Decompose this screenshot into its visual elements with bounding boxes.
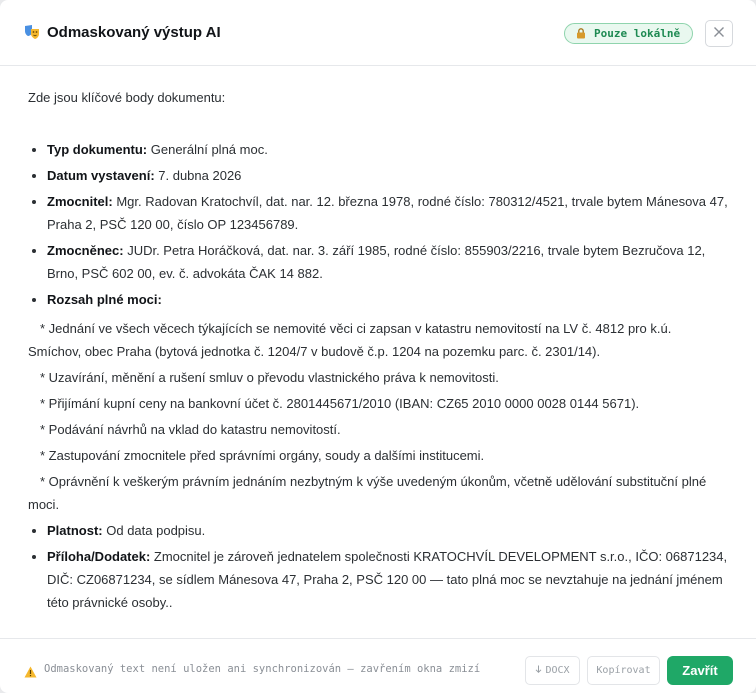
point-text: Zmocnitel je zároveň jednatelem společnosti KRATOCHVÍL DEVELOPMENT s.r.o., IČO: 06871234, DIČ: CZ06871234, se sídlem Mánesova 47, Praha 2, PSČ 120 00 — tato plná moc se nevztahuje na jednání jménem této právnické osoby.. [47, 549, 728, 610]
close-dialog-button[interactable]: Zavřít [667, 656, 733, 685]
modal-header [0, 0, 756, 66]
point-text: 7. dubna 2026 [154, 168, 242, 183]
theater-masks-icon [24, 24, 40, 40]
list-item [28, 190, 728, 236]
list-item [28, 164, 728, 187]
scope-item: * Jednání ve všech věcech týkajících se nemovité věci ci zapsan v katastru nemovitostí na LV č. 4812 pro k.ú. Smíchov, obec Praha (bytová jednotka č. 1204/7 v budově č.p. 1204 na pozemku parc. č. 2301/14). [28, 321, 672, 359]
output-content [28, 66, 728, 638]
point-text: Generální plná moc. [147, 142, 268, 157]
scope-item: * Přijímání kupní ceny na bankovní účet č. 2801445671/2010 (IBAN: CZ65 2010 0000 0028 0144 5671). [40, 396, 640, 411]
list-item [28, 545, 728, 614]
copy-button[interactable]: Kopírovat [587, 656, 660, 685]
list-item [28, 138, 728, 161]
point-label: Typ dokumentu: [47, 142, 148, 157]
list-item [28, 239, 728, 285]
point-text: JUDr. Petra Horáčková, dat. nar. 3. září 1985, rodné číslo: 855903/2216, trvale bytem Bezručova 12, Brno, PSČ 602 00, ev. č. advokáta ČAK 14 882. [47, 243, 706, 281]
key-points-list [28, 138, 728, 617]
scope-list [28, 317, 728, 516]
point-text: Od data podpisu. [102, 523, 206, 538]
modal-footer [0, 638, 756, 693]
scope-item: * Uzavírání, měnění a rušení smluv o převodu vlastnického práva k nemovitosti. [40, 370, 499, 385]
docx-label: DOCX [545, 665, 570, 676]
list-item [28, 288, 728, 516]
point-label: Platnost: [47, 523, 103, 538]
point-label: Zmocnitel: [47, 194, 113, 209]
point-label: Zmocněnec: [47, 243, 124, 258]
local-only-badge [564, 23, 693, 44]
list-item [28, 519, 728, 542]
point-label: Rozsah plné moci: [47, 292, 162, 307]
close-button[interactable] [705, 20, 733, 47]
scope-item: * Zastupování zmocnitele před správními orgány, soudy a dalšími institucemi. [40, 448, 485, 463]
point-label: Příloha/Dodatek: [47, 549, 151, 564]
intro-text: Zde jsou klíčové body dokumentu: [28, 90, 226, 105]
modal-title: Odmaskovaný výstup AI [47, 24, 221, 41]
warning-icon [24, 665, 37, 677]
docx-button[interactable] [525, 656, 580, 685]
point-label: Datum vystavení: [47, 168, 155, 183]
scope-item: * Oprávnění k veškerým právním jednáním nezbytným k výše uvedeným úkonům, včetně udělování substituční plné moci. [28, 474, 707, 512]
close-icon [713, 25, 725, 43]
local-only-label: Pouze lokálně [594, 27, 681, 40]
lock-icon [576, 28, 586, 39]
privacy-note: Odmaskovaný text není uložen ani synchronizován — zavřením okna zmizí [44, 663, 481, 675]
point-text: Mgr. Radovan Kratochvíl, dat. nar. 12. března 1978, rodné číslo: 780312/4521, trvale bytem Mánesova 47, Praha 2, PSČ 120 00, číslo OP 123456789. [47, 194, 728, 232]
download-icon [535, 665, 542, 677]
scope-item: * Podávání návrhů na vklad do katastru nemovitostí. [40, 422, 341, 437]
